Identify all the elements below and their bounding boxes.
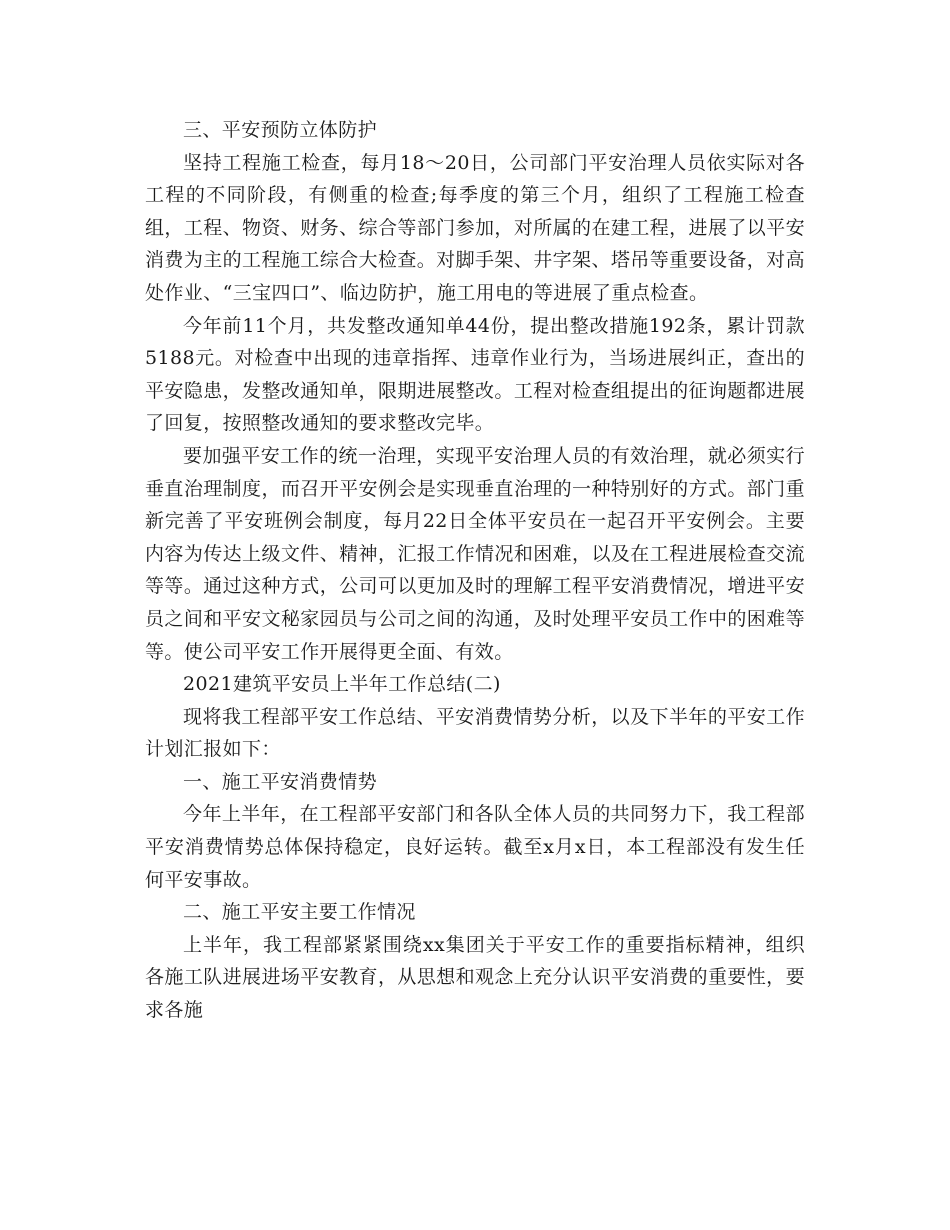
section-heading: 一、施工平安消费情势: [183, 770, 378, 793]
body-paragraph: 坚持工程施工检查，每月18～20日，公司部门平安治理人员依实际对各工程的不同阶段，有侧重的检查;每季度的第三个月，组织了工程施工检查组，工程、物资、财务、综合等部门参加，对所属的在建工程，进展了以平安消费为主的工程施工综合大检查。对脚手架、井字架、塔吊等重要设备，对高处作业、“三宝四口”、临边防护，施工用电的等进展了重点检查。: [145, 151, 805, 304]
body-paragraph: 上半年，我工程部紧紧围绕xx集团关于平安工作的重要指标精神，组织各施工队进展进场平安教育，从思想和观念上充分认识平安消费的重要性，要求各施: [145, 933, 805, 1022]
body-paragraph: 要加强平安工作的统一治理，实现平安治理人员的有效治理，就必须实行垂直治理制度，而召开平安例会是实现垂直治理的一种特别好的方式。部门重新完善了平安班例会制度，每月22日全体平安员在一起召开平安例会。主要内容为传达上级文件、精神，汇报工作情况和困难，以及在工程进展检查交流等等。通过这种方式，公司可以更加及时的理解工程平安消费情况，增进平安员之间和平安文秘家园员与公司之间的沟通，及时处理平安员工作中的困难等等。使公司平安工作开展得更全面、有效。: [145, 444, 805, 663]
body-paragraph: 现将我工程部平安工作总结、平安消费情势分析，以及下半年的平安工作计划汇报如下：: [145, 705, 805, 761]
document-title: 2021建筑平安员上半年工作总结(二): [183, 673, 501, 696]
body-paragraph: 今年上半年，在工程部平安部门和各队全体人员的共同努力下，我工程部平安消费情势总体保持稳定，良好运转。截至x月x日，本工程部没有发生任何平安事故。: [145, 803, 805, 891]
document-body: [145, 114, 805, 1027]
body-paragraph: 今年前11个月，共发整改通知单44份，提出整改措施192条，累计罚款5188元。对检查中出现的违章指挥、违章作业行为，当场进展纠正，查出的平安隐患，发整改通知单，限期进展整改。工程对检查组提出的征询题都进展了回复，按照整改通知的要求整改完毕。: [145, 314, 805, 435]
section-heading: 三、平安预防立体防护: [183, 119, 378, 141]
section-heading: 二、施工平安主要工作情况: [183, 901, 416, 924]
